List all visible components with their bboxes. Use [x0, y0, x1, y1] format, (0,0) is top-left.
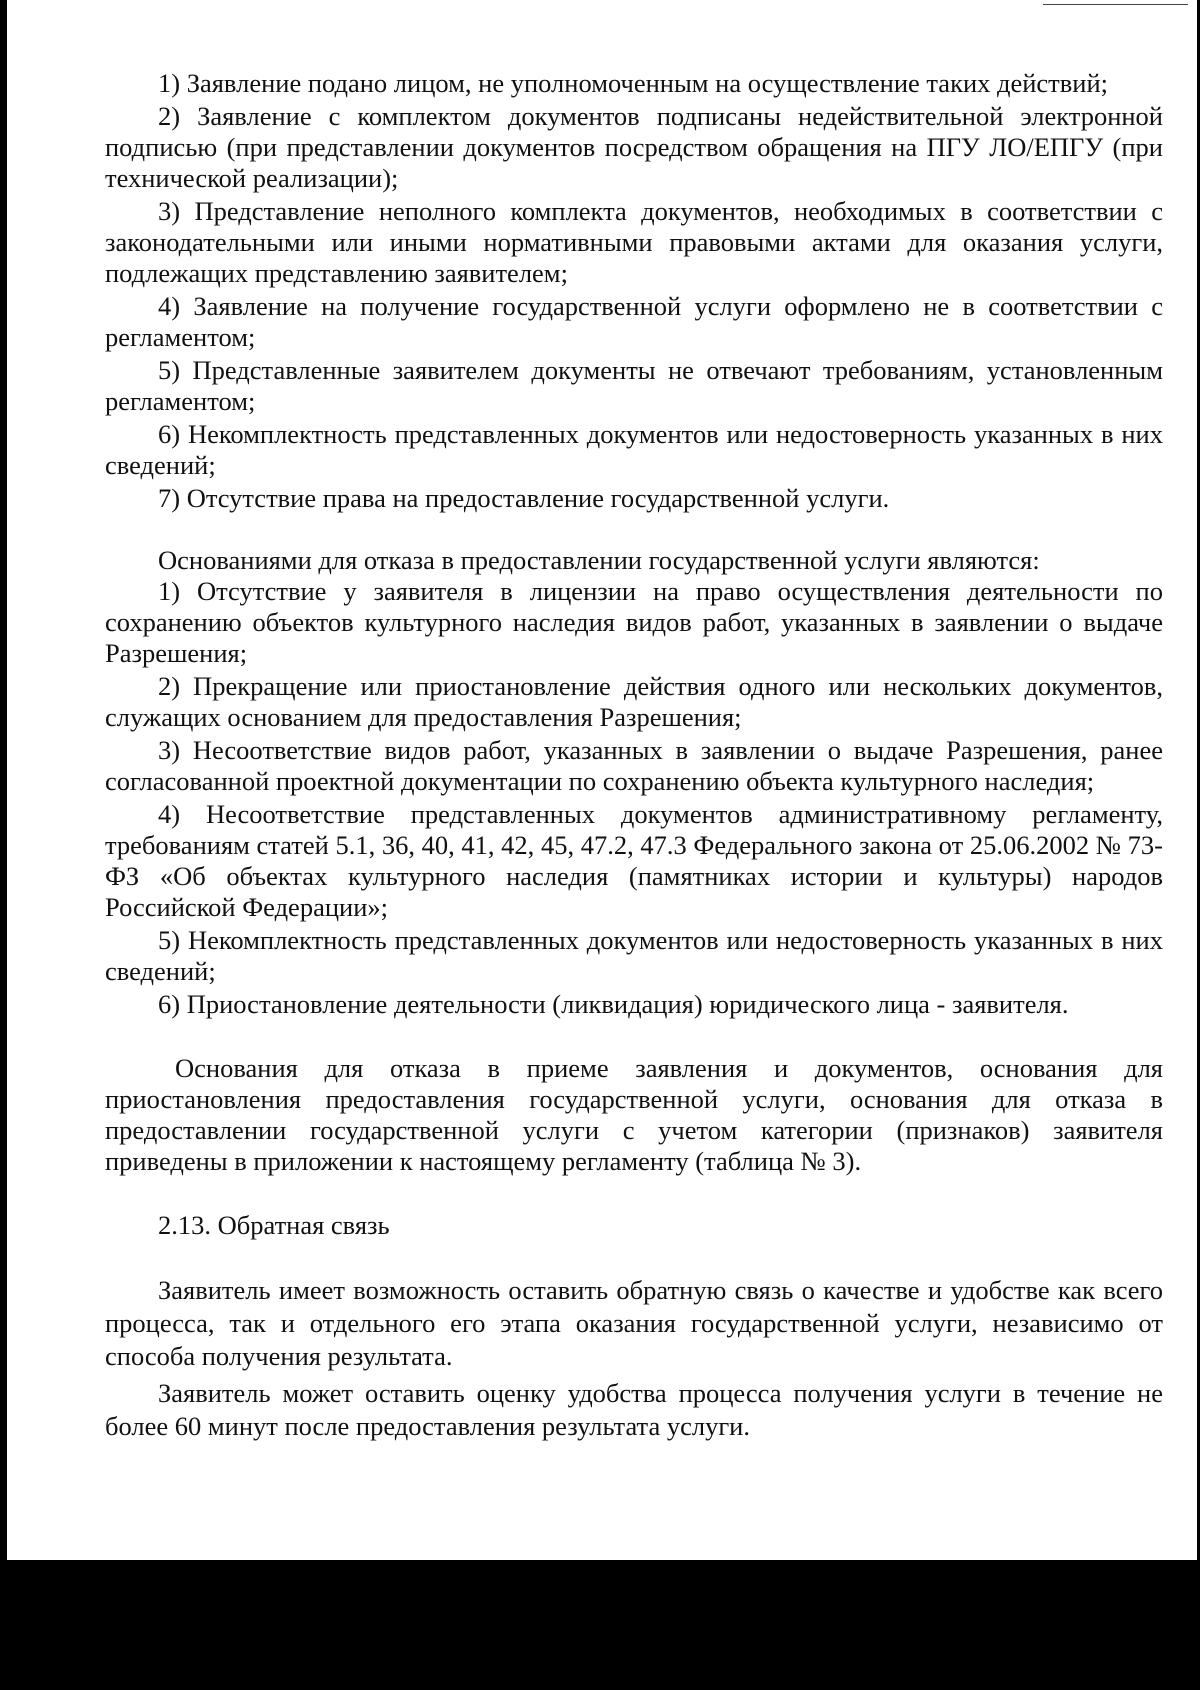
- list-item: 6) Приостановление деятельности (ликвидация) юридического лица - заявителя.: [158, 989, 1069, 1019]
- feedback-section: [105, 1274, 1163, 1443]
- list-item: 3) Представление неполного комплекта документов, необходимых в соответствии с законодательными или иными нормативными правовыми актами для оказания услуги, подлежащих представлению заявителем;: [105, 196, 1163, 288]
- refusal-grounds-list: [105, 576, 1163, 1020]
- spacer: [105, 1022, 1163, 1053]
- scan-top-line: [1043, 4, 1188, 5]
- section-heading: 2.13. Обратная связь: [158, 1210, 390, 1240]
- feedback-paragraph: Заявитель имеет возможность оставить обратную связь о качестве и удобстве как всего процесса, так и отдельного его этапа оказания государственной услуги, независимо от способа получения результата.: [105, 1275, 1163, 1371]
- list-item: 4) Несоответствие представленных документов административному регламенту, требованиям статей 5.1, 36, 40, 41, 42, 45, 47.2, 47.3 Федерального закона от 25.06.2002 № 73-ФЗ «Об объектах культурного наследия (памятниках истории и культуры) народов Российской Федерации»;: [105, 799, 1163, 922]
- list-item: 5) Представленные заявителем документы не отвечают требованиям, установленным регламентом;: [105, 355, 1163, 416]
- list-item: 5) Некомплектность представленных документов или недостоверность указанных в них сведений;: [105, 925, 1163, 986]
- list-item: 3) Несоответствие видов работ, указанных в заявлении о выдаче Разрешения, ранее согласованной проектной документации по сохранению объекта культурного наследия;: [105, 735, 1163, 796]
- categories-paragraph: Основания для отказа в приеме заявления и документов, основания для приостановления предоставления государственной услуги, основания для отказа в предоставлении государственной услуги с учетом категории (признаков) заявителя приведены в приложении к настоящему регламенту (таблица № 3).: [105, 1053, 1163, 1176]
- spacer: [105, 516, 1163, 545]
- list-item: 6) Некомплектность представленных документов или недостоверность указанных в них сведений;: [105, 419, 1163, 480]
- document-body: [105, 68, 1163, 1447]
- scan-left-edge: [0, 0, 7, 1690]
- refusal-intro: Основаниями для отказа в предоставлении государственной услуги являются:: [158, 545, 1040, 575]
- feedback-paragraph: Заявитель может оставить оценку удобства процесса получения услуги в течение не более 60 минут после предоставления результата услуги.: [105, 1378, 1163, 1441]
- spacer: [105, 1177, 1163, 1210]
- spacer: [105, 1241, 1163, 1274]
- scan-bottom-band: [0, 1560, 1200, 1690]
- list-item: 2) Заявление с комплектом документов подписаны недействительной электронной подписью (при представлении документов посредством обращения на ПГУ ЛО/ЕПГУ (при технической реализации);: [105, 101, 1163, 193]
- rejection-grounds-list: [105, 68, 1163, 514]
- list-item: 4) Заявление на получение государственной услуги оформлено не в соответствии с регламентом;: [105, 291, 1163, 352]
- list-item: 1) Отсутствие у заявителя в лицензии на право осуществления деятельности по сохранению объектов культурного наследия видов работ, указанных в заявлении о выдаче Разрешения;: [105, 576, 1163, 668]
- list-item: 7) Отсутствие права на предоставление государственной услуги.: [158, 483, 890, 513]
- list-item: 1) Заявление подано лицом, не уполномоченным на осуществление таких действий;: [158, 68, 1109, 98]
- list-item: 2) Прекращение или приостановление действия одного или нескольких документов, служащих основанием для предоставления Разрешения;: [105, 671, 1163, 732]
